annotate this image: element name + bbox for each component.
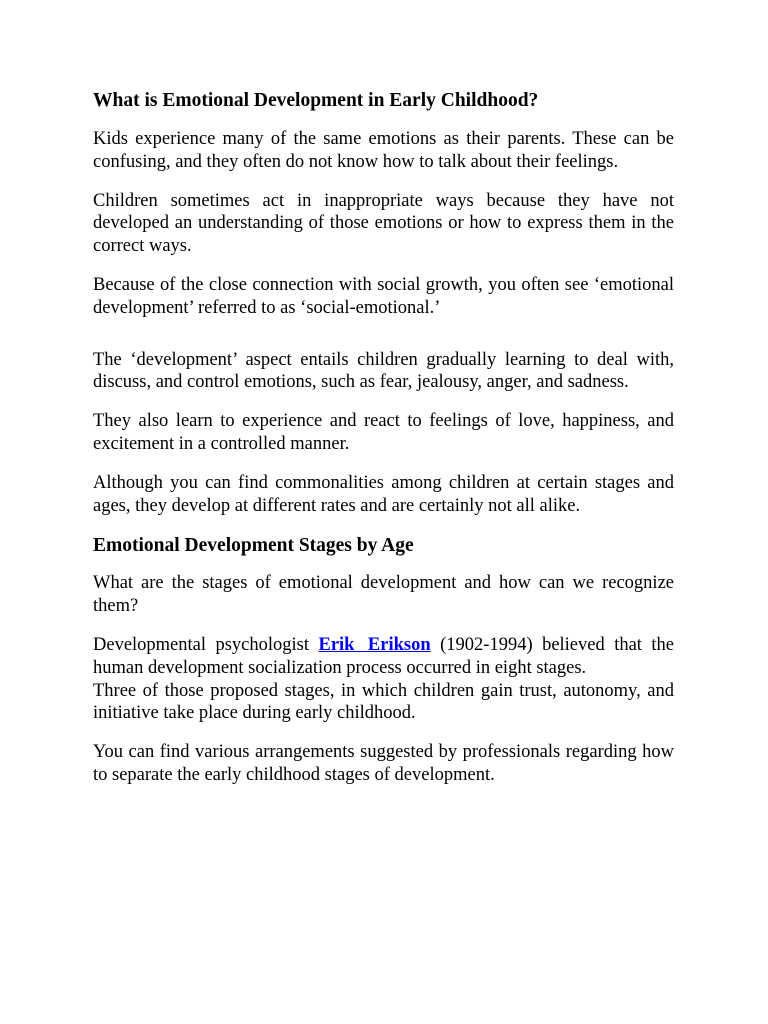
paragraph-kids-emotions: Kids experience many of the same emotions as their parents. These can be confusing, and they often do not know how to talk about their feelings. <box>93 129 674 172</box>
heading-emotional-development: What is Emotional Development in Early Childhood? <box>93 90 539 111</box>
paragraph-three-stages: Three of those proposed stages, in which children gain trust, autonomy, and initiative take place during early childhood. <box>93 680 674 724</box>
paragraph-development-aspect: The ‘development’ aspect entails children gradually learning to deal with, discuss, and control emotions, such as fear, jealousy, anger, and sadness. <box>93 349 674 393</box>
paragraph-love-happiness: They also learn to experience and react to feelings of love, happiness, and excitement in a controlled manner. <box>93 411 674 454</box>
paragraph-social-emotional: Because of the close connection with social growth, you often see ‘emotional development’ referred to as ‘social-emotional.’ <box>93 274 674 318</box>
heading-stages-by-age: Emotional Development Stages by Age <box>93 535 414 557</box>
paragraph-stages-question: What are the stages of emotional development and how can we recognize them? <box>93 573 674 617</box>
erik-erikson-link[interactable]: Erik Erikson <box>318 634 431 655</box>
paragraph-arrangements: You can find various arrangements suggested by professionals regarding how to separate the early childhood stages of development. <box>93 742 674 785</box>
paragraph-inappropriate-ways: Children sometimes act in inappropriate ways because they have not developed an understanding of those emotions or how to express them in the correct ways. <box>93 190 674 257</box>
erikson-text-before: Developmental psychologist <box>93 634 319 655</box>
paragraph-commonalities: Although you can find commonalities among children at certain stages and ages, they develop at different rates and are certainly not all alike. <box>93 472 674 516</box>
paragraph-erikson <box>93 634 674 680</box>
erikson-text-after: (1902-1994) believed that the human development socialization process occurred in eight stages. <box>93 634 675 678</box>
